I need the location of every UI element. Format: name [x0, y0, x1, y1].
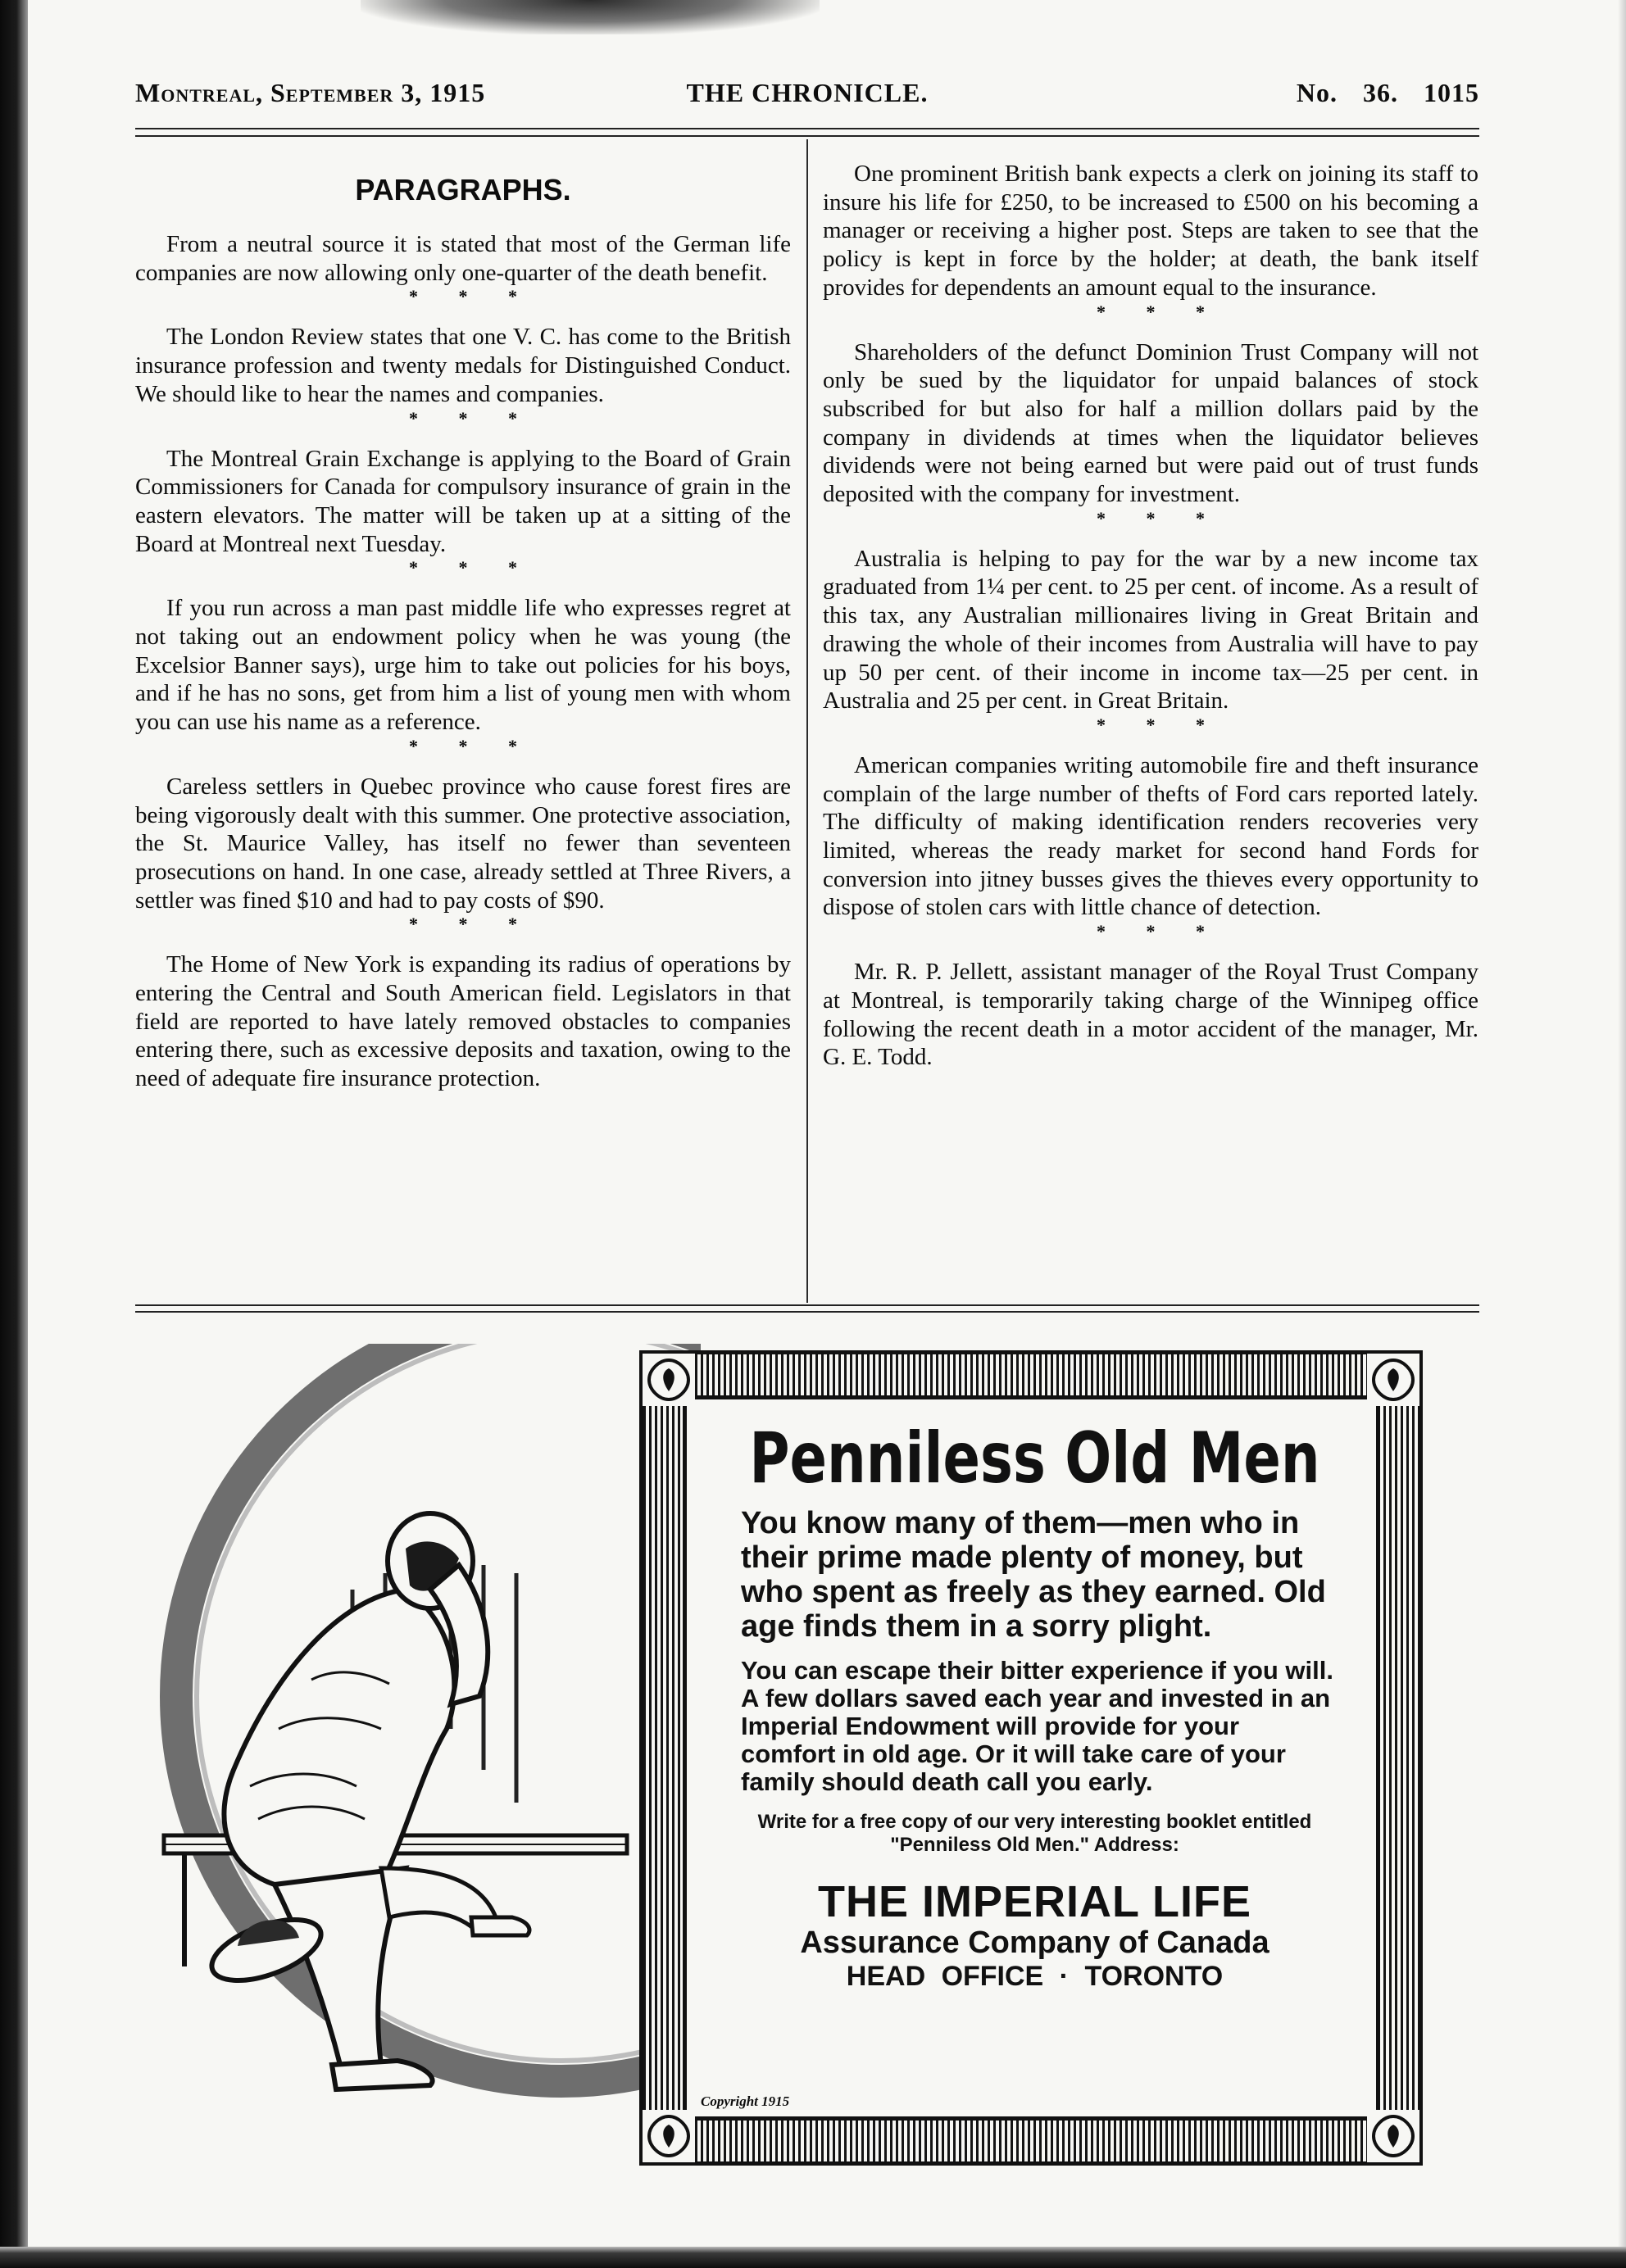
running-head-issue: No. 36. 1015	[1296, 78, 1479, 107]
separator: * * *	[1097, 301, 1223, 322]
ornament-corner-icon	[643, 2110, 695, 2162]
paragraph: Careless settlers in Quebec province who cause forest fires are being vigorously dealt with this summer. One protective association, the St. Maurice Valley, has itself no fewer than seventeen prosecutions on hand. In one case, already settled at Three Rivers, a settler was fined $10 and had to pay costs of $90.	[135, 773, 791, 914]
paragraph: Shareholders of the defunct Dominion Trust Company will not only be sued by the liquidator for unpaid balances of stock subscribed for but also for half a million dollars paid by the company in dividends at times when the liquidator believes dividends were not being earned but were paid out of trust funds deposited with the company for investment.	[823, 338, 1478, 508]
paragraph: Mr. R. P. Jellett, assistant manager of the Royal Trust Company at Montreal, is temporarily taking charge of the Winnipeg office following the recent death in a motor accident of the manager, Mr. G. E. Todd.	[823, 959, 1478, 1071]
scan-blot	[361, 0, 820, 34]
scan-edge-right	[1618, 0, 1626, 2268]
ad-company-name: THE IMPERIAL LIFE	[817, 1877, 1252, 1926]
ad-body-3: Write for a free copy of our very interesting booklet entitled "Penniless Old Men." Address:	[757, 1811, 1312, 1856]
separator: * * *	[1097, 507, 1223, 528]
separator: * * *	[409, 286, 535, 307]
paragraph: The London Review states that one V. C. has come to the British insurance profession and twenty medals for Distinguished Conduct. We should like to hear the names and companies.	[135, 324, 791, 407]
separator: * * *	[409, 914, 535, 935]
ornament-corner-icon	[1367, 1354, 1419, 1406]
ad-copyright: Copyright 1915	[701, 2093, 790, 2109]
running-head	[135, 78, 1479, 117]
paragraph: Australia is helping to pay for the war by a new income tax graduated from 1¼ per cent. to 25 per cent. of income. As a result of this tax, any Australian millionaires living in Great Britain and drawing the whole of their incomes from Australia will have to pay up 50 per cent. of their income in income tax—25 per cent. in Australia and 25 per cent. in Great Britain.	[823, 545, 1478, 714]
running-head-title: THE CHRONICLE.	[686, 78, 929, 107]
shoe	[332, 2061, 433, 2089]
footer-rule	[135, 1304, 1479, 1313]
paragraph: The Home of New York is expanding its radius of operations by entering the Central and South American field. Legislators in that field are reported to have lately removed obstacles to companies entering there, such as excessive deposits and taxation, owing to the need of adequate fire insurance protection.	[135, 951, 791, 1092]
scan-edge-left	[0, 0, 28, 2268]
column-divider	[806, 139, 808, 1303]
ornament-corner-icon	[643, 1354, 695, 1406]
article-column-right	[823, 160, 1478, 1072]
ad-body-1: You know many of them—men who in their prime made plenty of money, but who spent as freely as they earned. Old age finds them in a sorry plight.	[741, 1506, 1326, 1644]
separator: * * *	[409, 407, 535, 429]
ad-body-2: You can escape their bitter experience if you will. A few dollars saved each year and invested in an Imperial Endowment will provide for your comfort in old age. Or it will take care of your family should death call you early.	[741, 1656, 1333, 1796]
ad-company-subtitle: Assurance Company of Canada	[800, 1926, 1269, 1960]
scan-edge-bottom	[0, 2247, 1626, 2268]
paragraph: American companies writing automobile fire and theft insurance complain of the large number of thefts of Ford cars reported lately. The difficulty of making identification renders recoveries very limited, whereas the ready market for second hand Fords for conversion into jitney busses gives the thieves every opportunity to dispose of stolen cars with little chance of detection.	[823, 751, 1478, 921]
shoe	[471, 1917, 529, 1935]
separator: * * *	[409, 735, 535, 756]
advertisement	[713, 1418, 1356, 1993]
separator: * * *	[409, 557, 535, 578]
paragraph: One prominent British bank expects a clerk on joining its staff to insure his life for £250, to be increased to £500 on his becoming a manager or receiving a higher post. Steps are taken to see that the policy is kept in force by the holder; at death, the bank itself provides for dependents an amount equal to the insurance.	[823, 161, 1478, 301]
separator: * * *	[1097, 714, 1223, 735]
article-column-left	[135, 160, 791, 1093]
header-rule	[135, 128, 1479, 137]
paragraph: From a neutral source it is stated that most of the German life companies are now allowing only one-quarter of the death benefit.	[135, 231, 791, 286]
ad-headline: Penniless Old Men	[749, 1418, 1320, 1499]
section-title: PARAGRAPHS.	[355, 173, 571, 206]
paragraph: The Montreal Grain Exchange is applying to the Board of Grain Commissioners for Canada for compulsory insurance of grain in the eastern elevators. The matter will be taken up at a sitting of the Board at Montreal next Tuesday.	[135, 445, 791, 557]
ad-head-office: HEAD OFFICE · TORONTO	[846, 1961, 1224, 1992]
paragraph: If you run across a man past middle life who expresses regret at not taking out an endowment policy when he was young (the Excelsior Banner says), urge him to take out policies for his boys, and if he has no sons, get from him a list of young men with whom you can use his name as a reference.	[135, 595, 791, 736]
running-head-dateline: Montreal, September 3, 1915	[135, 78, 486, 107]
old-man-illustration	[135, 1344, 701, 2130]
ornament-corner-icon	[1367, 2110, 1419, 2162]
separator: * * *	[1097, 921, 1223, 942]
